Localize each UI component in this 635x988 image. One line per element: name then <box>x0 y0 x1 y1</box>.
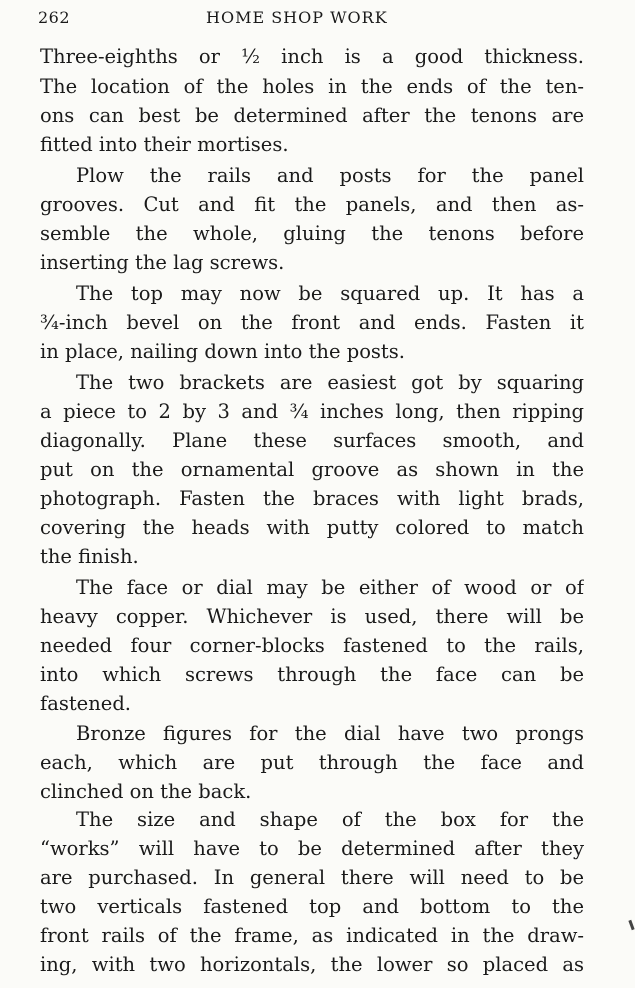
text-line: are purchased. In general there will need to be <box>40 866 584 889</box>
text-line: heavy copper. Whichever is used, there will be <box>40 605 584 628</box>
running-head: HOME SHOP WORK <box>206 8 388 27</box>
text-line: grooves. Cut and fit the panels, and then as- <box>40 193 584 216</box>
text-line: each, which are put through the face and <box>40 751 584 774</box>
text-line: into which screws through the face can be <box>40 663 584 686</box>
text-line: in place, nailing down into the posts. <box>40 340 405 363</box>
text-line: “works” will have to be determined after they <box>40 837 584 860</box>
text-line: covering the heads with putty colored to match <box>40 516 584 539</box>
text-line: clinched on the back. <box>40 780 252 803</box>
text-line: a piece to 2 by 3 and ¾ inches long, then ripping <box>40 400 584 423</box>
page-number: 262 <box>38 8 71 27</box>
paragraph-first-line: The top may now be squared up. It has a <box>76 282 584 305</box>
text-line: fitted into their mortises. <box>40 133 289 156</box>
text-line: inserting the lag screws. <box>40 251 285 274</box>
text-line: put on the ornamental groove as shown in the <box>40 458 584 481</box>
text-line: ing, with two horizontals, the lower so placed as <box>40 953 584 976</box>
paragraph-first-line: Plow the rails and posts for the panel <box>76 164 584 187</box>
paragraph-first-line: Bronze figures for the dial have two prongs <box>76 722 584 745</box>
text-line: the finish. <box>40 545 139 568</box>
text-line: photograph. Fasten the braces with light brads, <box>40 487 584 510</box>
text-line: Three-eighths or ½ inch is a good thickness. <box>40 45 584 68</box>
page-header <box>38 4 586 30</box>
text-line: fastened. <box>40 692 132 715</box>
text-line: needed four corner-blocks fastened to the rails, <box>40 634 584 657</box>
paragraph-first-line: The face or dial may be either of wood or of <box>76 576 584 599</box>
text-line: ¾-inch bevel on the front and ends. Fasten it <box>40 311 584 334</box>
text-line: ons can best be determined after the tenons are <box>40 104 584 127</box>
paragraph-first-line: The size and shape of the box for the <box>76 808 584 831</box>
text-line: front rails of the frame, as indicated in the draw- <box>40 924 584 947</box>
text-line: two verticals fastened top and bottom to the <box>40 895 584 918</box>
page-edge-mark <box>628 920 634 930</box>
text-line: The location of the holes in the ends of the ten- <box>40 75 584 98</box>
text-line: diagonally. Plane these surfaces smooth, and <box>40 429 584 452</box>
text-line: semble the whole, gluing the tenons before <box>40 222 584 245</box>
paragraph-first-line: The two brackets are easiest got by squaring <box>76 371 584 394</box>
